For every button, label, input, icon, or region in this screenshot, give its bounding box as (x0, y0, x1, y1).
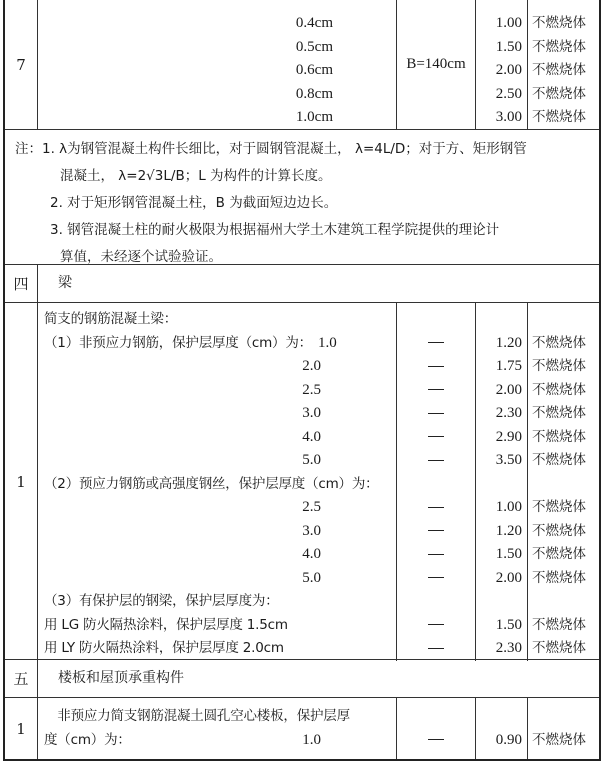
combustibility: 不燃烧体 (532, 38, 586, 55)
description-label: 用 LG 防火隔热涂料，保护层厚度 1.5cm (44, 616, 288, 633)
notes-section (5, 130, 599, 265)
b-line (397, 705, 475, 729)
row-index: 1 (5, 303, 38, 661)
fire-limit: 0.90 (495, 731, 522, 748)
spacer (321, 449, 396, 473)
thickness-line (38, 59, 396, 83)
b-line (397, 402, 475, 426)
combustibility: 不燃烧体 (532, 85, 586, 102)
fire-limit: 1.00 (495, 15, 522, 31)
dash-icon (428, 739, 444, 740)
limit-column (476, 303, 528, 661)
fire-limit: 1.50 (495, 38, 522, 55)
row-index: 1 (5, 698, 38, 759)
description-line (38, 332, 396, 356)
spacer (44, 426, 302, 450)
combustibility: 不燃烧体 (532, 428, 586, 445)
thickness-value: 5.0 (302, 452, 321, 468)
note-line: 3. 钢管混凝土柱的耐火极限为根据福州大学土木建筑工程学院提供的理论计 (50, 222, 500, 238)
spacer (44, 402, 302, 426)
b-column (397, 303, 476, 661)
combustibility: 不燃烧体 (532, 499, 586, 515)
combustibility: 不燃烧体 (532, 358, 586, 374)
fire-limit (476, 308, 527, 332)
description-label: （1）非预应力钢筋，保护层厚度（cm）为： (44, 334, 312, 351)
description-label: （2）预应力钢筋或高强度钢丝，保护层厚度（cm）为： (44, 475, 379, 492)
description-line (38, 308, 396, 332)
combustibility: 不燃烧体 (532, 334, 586, 351)
b-line (397, 355, 475, 379)
dash-icon (428, 507, 444, 508)
row-index: 7 (5, 0, 38, 130)
dash-icon (428, 436, 444, 437)
description-line (38, 543, 396, 567)
thickness-value: 1.0cm (295, 109, 333, 125)
combustibility: 不燃烧体 (532, 569, 586, 586)
combustibility: 不燃烧体 (532, 546, 586, 562)
slab-row (5, 698, 599, 759)
thickness-value: 2.5 (302, 499, 321, 515)
description-line (38, 473, 396, 497)
section-title: 楼板和屋顶承重构件 (58, 670, 184, 686)
note-line: 1. λ为钢管混凝土构件长细比，对于圆钢管混凝土， λ=4L/D；对于方、矩形钢管 (42, 141, 527, 157)
combustibility: 不燃烧体 (532, 640, 586, 656)
b-line (397, 496, 475, 520)
spacer (131, 729, 303, 753)
b-line (397, 567, 475, 591)
note-line: 混凝土， λ=2√3L/B；L 为构件的计算长度。 (60, 168, 332, 184)
thickness-value: 4.0 (302, 428, 321, 445)
description-line (38, 520, 396, 544)
spacer (321, 543, 396, 567)
description-column (38, 303, 397, 661)
b-line (397, 520, 475, 544)
category-column (528, 698, 599, 759)
combustibility: 不燃烧体 (532, 405, 586, 421)
fire-limit: 1.50 (495, 546, 522, 562)
notes (5, 130, 599, 277)
fire-limit: 2.50 (495, 85, 522, 102)
spacer (279, 590, 322, 614)
fire-limit: 3.50 (495, 452, 522, 468)
section-title: 梁 (58, 275, 72, 291)
thickness-line (38, 83, 396, 107)
spacer (321, 614, 396, 638)
spacer (44, 520, 302, 544)
thickness-line (38, 12, 396, 36)
combustibility: 不燃烧体 (532, 731, 586, 748)
description-label: 简支的钢筋混凝土梁： (44, 311, 177, 327)
description-line (38, 426, 396, 450)
fire-limit: 2.30 (495, 640, 522, 656)
combustibility: 不燃烧体 (532, 452, 586, 468)
description-label: 度（cm）为： (44, 731, 131, 748)
fire-limit (476, 590, 527, 614)
spacer (44, 449, 302, 473)
description-line (38, 614, 396, 638)
fire-limit: 2.00 (495, 62, 522, 78)
dash-icon (428, 624, 444, 625)
spacer (321, 520, 396, 544)
description-column (38, 698, 397, 759)
thickness-value: 4.0 (302, 546, 321, 562)
description-line (38, 637, 396, 661)
limit-column (476, 0, 528, 130)
combustibility: 不燃烧体 (532, 616, 586, 633)
spacer (44, 567, 302, 591)
spacer (321, 402, 396, 426)
description-label: （3）有保护层的钢梁，保护层厚度为： (44, 593, 279, 609)
description-line (38, 705, 396, 729)
fire-limit: 3.00 (495, 109, 522, 125)
combustibility: 不燃烧体 (532, 62, 586, 78)
description-line (38, 590, 396, 614)
thickness-line (38, 106, 396, 130)
description-line (38, 355, 396, 379)
spacer (337, 332, 396, 356)
thickness-value: 5.0 (302, 569, 321, 586)
thickness-value: 1.0 (302, 731, 321, 748)
spacer (321, 426, 396, 450)
fire-limit (476, 473, 527, 497)
dash-icon (428, 648, 444, 649)
fire-limit: 2.00 (495, 569, 522, 586)
spacer (284, 637, 321, 661)
fire-resistance-table (3, 0, 601, 761)
fire-limit: 2.00 (495, 381, 522, 398)
b-line (397, 473, 475, 497)
b-line (397, 637, 475, 661)
combustibility (528, 473, 599, 497)
b-line (397, 590, 475, 614)
dash-icon (428, 342, 444, 343)
thickness-value: 0.5cm (295, 38, 333, 55)
combustibility: 不燃烧体 (532, 109, 586, 125)
spacer (321, 567, 396, 591)
b-line (397, 729, 475, 753)
beam-row (5, 303, 599, 660)
fire-limit: 1.75 (495, 358, 522, 374)
b-line (397, 543, 475, 567)
note-line-wrap (15, 136, 599, 163)
dash-icon (428, 577, 444, 578)
description-line (38, 496, 396, 520)
spacer (44, 496, 302, 520)
description-label: 非预应力简支钢筋混凝土圆孔空心楼板，保护层厚 (44, 708, 350, 724)
row-7 (5, 0, 599, 130)
limit-column (476, 698, 528, 759)
spacer (321, 637, 396, 661)
spacer (321, 729, 396, 753)
dash-icon (428, 554, 444, 555)
section-index: 四 (5, 265, 38, 302)
spacer (321, 379, 396, 403)
note-line: 2. 对于矩形钢管混凝土柱，B 为截面短边边长。 (50, 195, 338, 211)
thickness-value: 3.0 (302, 522, 321, 539)
notes-prefix: 注： (15, 141, 42, 157)
spacer (321, 496, 396, 520)
b-line (397, 449, 475, 473)
note-line: 算值，未经逐个试验验证。 (60, 249, 222, 265)
thickness-value: 2.5 (302, 381, 321, 398)
spacer (177, 308, 321, 332)
spacer (44, 379, 302, 403)
thickness-value: 2.0 (302, 358, 321, 374)
section-beams-header (5, 265, 599, 303)
b-column (397, 698, 476, 759)
spacer (384, 473, 396, 497)
b-line (397, 332, 475, 356)
fire-limit: 1.50 (495, 616, 522, 633)
spacer (44, 355, 302, 379)
dash-icon (428, 366, 444, 367)
fire-limit: 1.20 (495, 334, 522, 351)
thickness-value: 0.4cm (295, 15, 333, 31)
spacer (44, 543, 302, 567)
thickness-value: 0.8cm (295, 85, 333, 102)
section-slabs-header (5, 660, 599, 698)
fire-limit: 1.00 (495, 499, 522, 515)
description-line (38, 567, 396, 591)
spacer (321, 355, 396, 379)
dash-icon (428, 413, 444, 414)
dash-icon (428, 530, 444, 531)
dash-icon (428, 460, 444, 461)
thickness-value: 1.0 (317, 334, 337, 351)
category-column (528, 0, 599, 130)
b-value: B=140cm (397, 0, 476, 130)
combustibility: 不燃烧体 (532, 381, 586, 398)
description-line (38, 729, 396, 753)
b-line (397, 379, 475, 403)
dash-icon (428, 389, 444, 390)
spacer (321, 590, 396, 614)
description-label: 用 LY 防火隔热涂料，保护层厚度 2.0cm (44, 640, 284, 656)
thickness-column (38, 0, 397, 130)
thickness-value: 3.0 (302, 405, 321, 421)
combustibility (528, 705, 599, 729)
section-index: 五 (5, 660, 38, 697)
spacer (288, 614, 321, 638)
combustibility (528, 308, 599, 332)
b-line (397, 308, 475, 332)
description-line (38, 379, 396, 403)
combustibility: 不燃烧体 (532, 15, 586, 31)
combustibility (528, 590, 599, 614)
description-line (38, 449, 396, 473)
combustibility: 不燃烧体 (532, 522, 586, 539)
category-column (528, 303, 599, 661)
b-line (397, 614, 475, 638)
fire-limit: 2.90 (495, 428, 522, 445)
fire-limit (476, 705, 527, 729)
description-line (38, 402, 396, 426)
spacer (321, 308, 396, 332)
fire-limit: 2.30 (495, 405, 522, 421)
spacer (356, 705, 396, 729)
fire-limit: 1.20 (495, 522, 522, 539)
thickness-value: 0.6cm (295, 62, 333, 78)
thickness-line (38, 36, 396, 60)
b-line (397, 426, 475, 450)
